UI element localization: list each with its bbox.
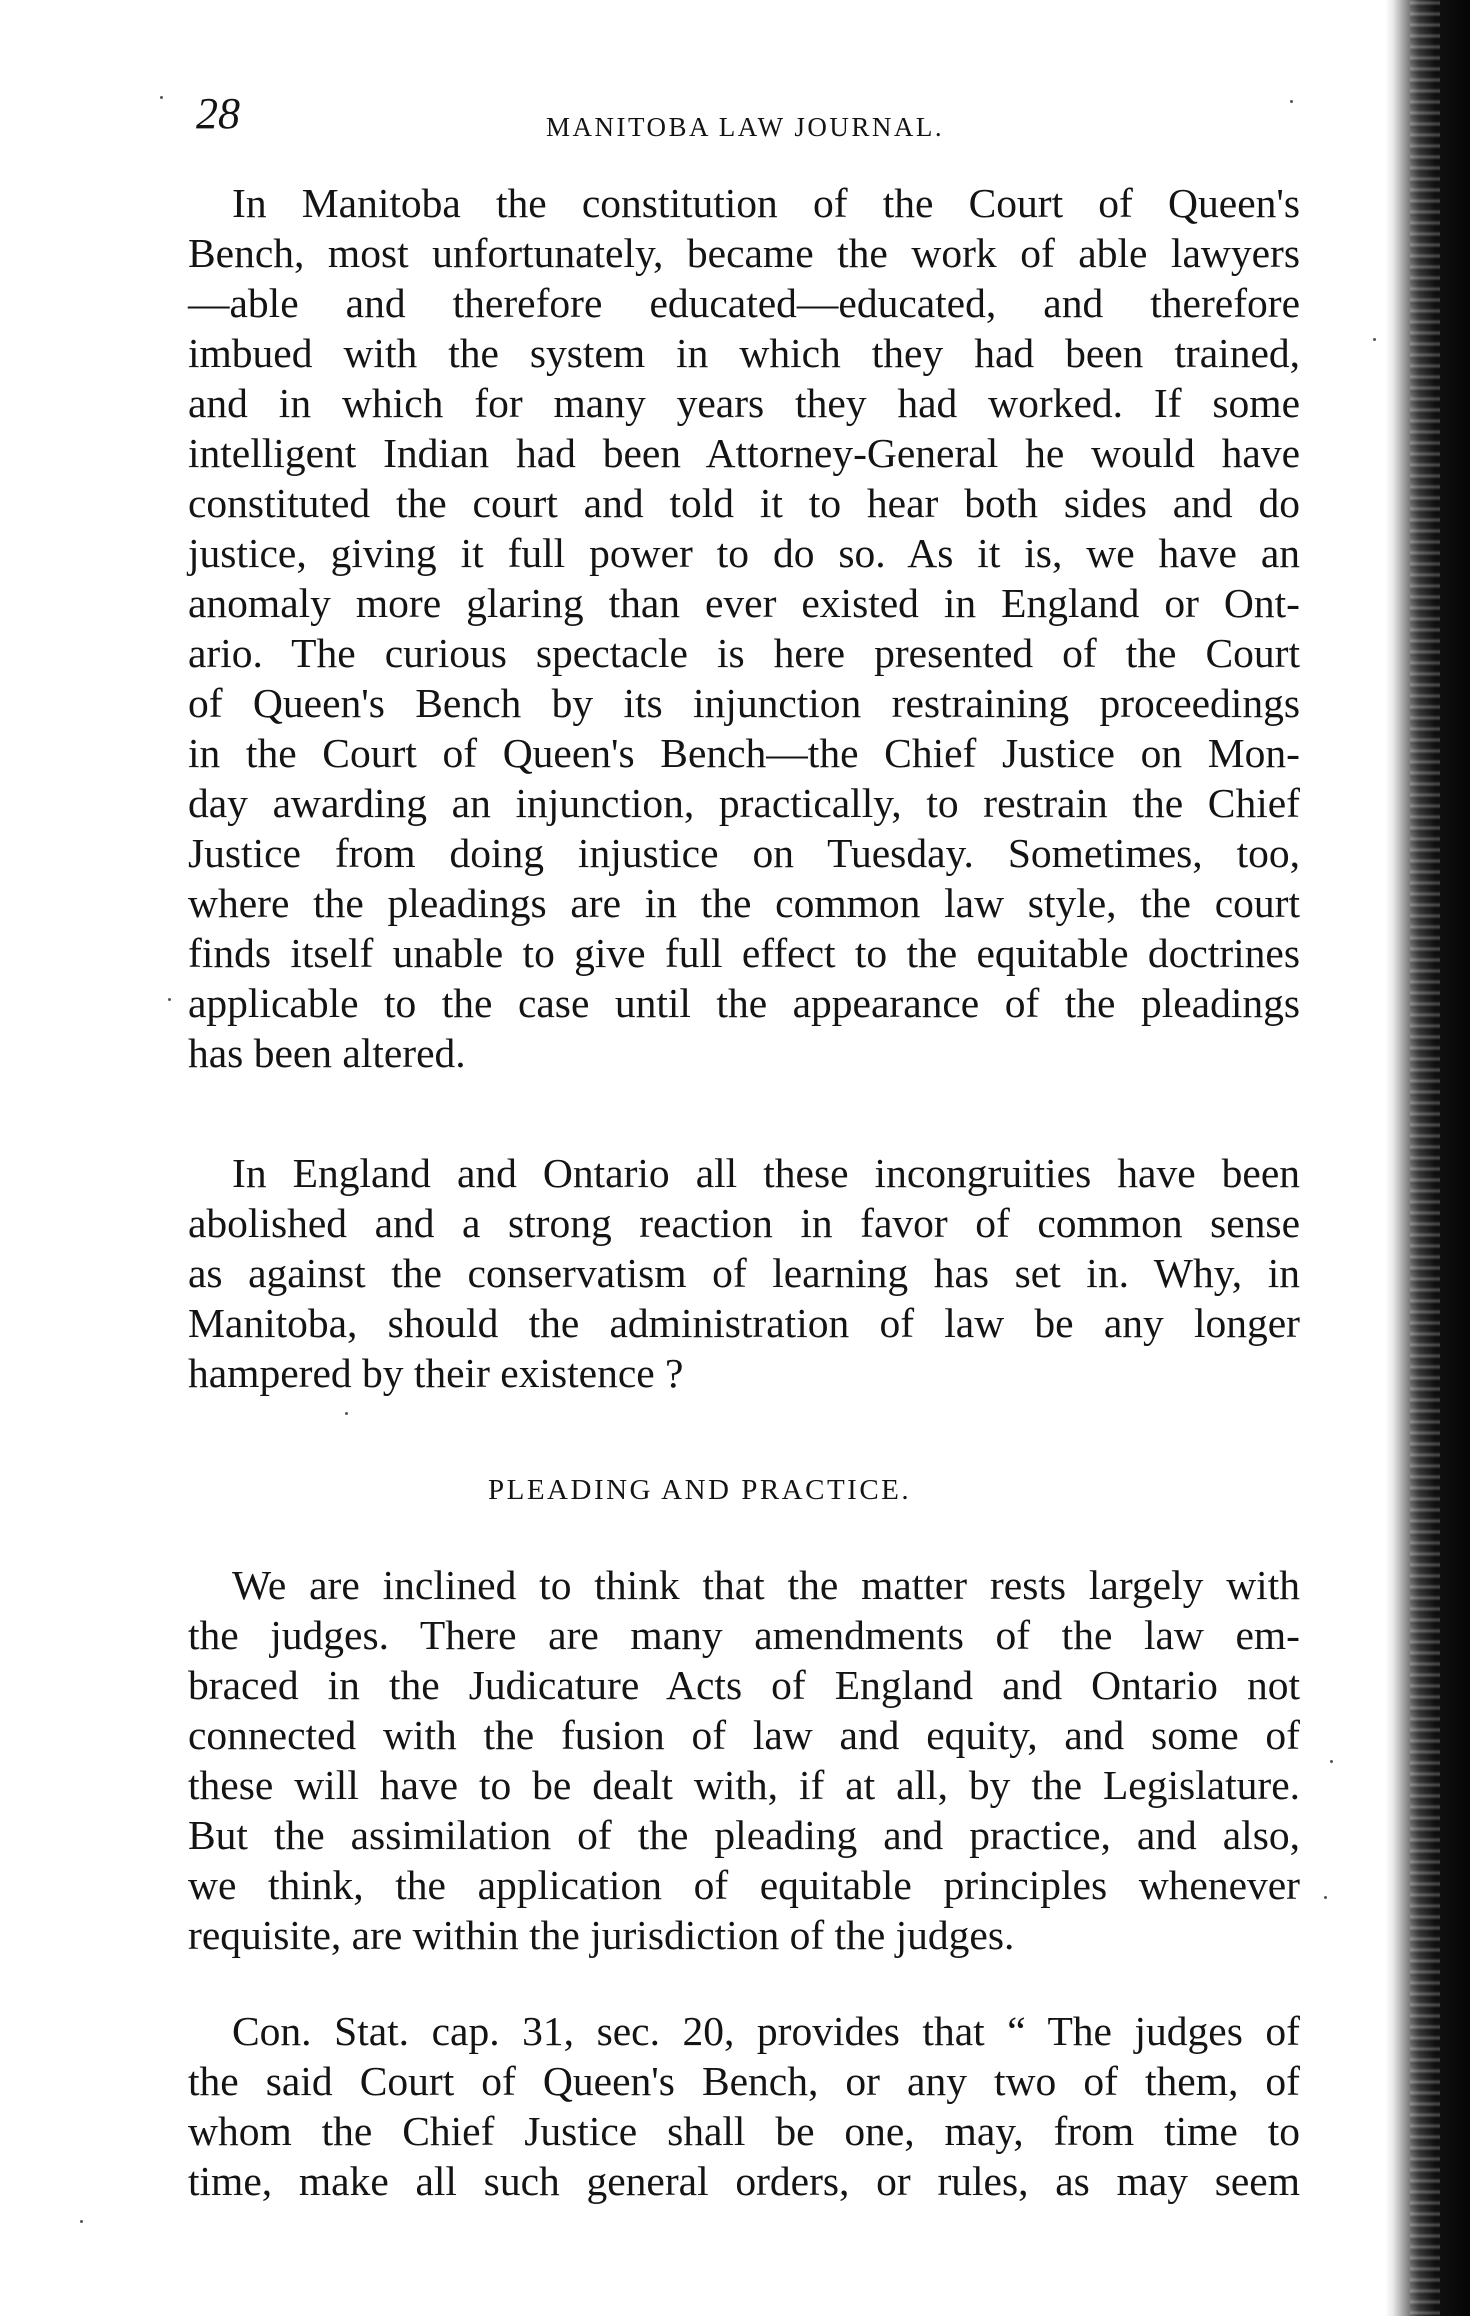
text-line: has been altered.: [188, 1030, 466, 1076]
scan-speck: [1290, 100, 1293, 103]
text-line: as against the conservatism of learning has set in. Why, in: [188, 1250, 1300, 1296]
text-line: of Queen's Bench by its injunction restraining proceedings: [188, 680, 1300, 726]
text-line: requisite, are within the jurisdiction of the judges.: [188, 1912, 1015, 1958]
scan-speck: [168, 998, 171, 1001]
text-line: in the Court of Queen's Bench—the Chief Justice on Mon-: [188, 730, 1300, 776]
text-line: Justice from doing injustice on Tuesday. Sometimes, too,: [188, 830, 1300, 876]
text-line: —able and therefore educated—educated, and therefore: [188, 280, 1300, 326]
text-line: the judges. There are many amendments of the law em-: [188, 1612, 1300, 1658]
paragraph-1: [188, 178, 1300, 1078]
scan-speck: [345, 1412, 348, 1415]
scan-speck: [1373, 338, 1376, 341]
text-line: We are inclined to think that the matter rests largely with: [232, 1562, 1300, 1608]
paragraph-3: [188, 1560, 1300, 1960]
text-line: But the assimilation of the pleading and practice, and also,: [188, 1812, 1300, 1858]
text-line: ario. The curious spectacle is here presented of the Court: [188, 630, 1300, 676]
scan-speck: [80, 2220, 83, 2223]
paragraph-4: [188, 2006, 1300, 2206]
text-line: the said Court of Queen's Bench, or any two of them, of: [188, 2058, 1300, 2104]
text-line: where the pleadings are in the common law style, the court: [188, 880, 1300, 926]
text-line: connected with the fusion of law and equity, and some of: [188, 1712, 1300, 1758]
scan-speck: [1324, 1896, 1327, 1899]
page-number: 28: [196, 89, 240, 138]
text-line: applicable to the case until the appearance of the pleadings: [188, 980, 1300, 1026]
text-line: Con. Stat. cap. 31, sec. 20, provides that “ The judges of: [232, 2008, 1300, 2054]
text-line: anomaly more glaring than ever existed in England or Ont-: [188, 580, 1300, 626]
scan-speck: [1330, 1760, 1333, 1763]
text-line: day awarding an injunction, practically, to restrain the Chief: [188, 780, 1300, 826]
text-line: finds itself unable to give full effect to the equitable doctrines: [188, 930, 1300, 976]
text-line: In Manitoba the constitution of the Court of Queen's: [232, 180, 1300, 226]
text-line: time, make all such general orders, or rules, as may seem: [188, 2158, 1300, 2204]
paragraph-2: [188, 1148, 1300, 1398]
text-line: abolished and a strong reaction in favor of common sense: [188, 1200, 1300, 1246]
section-heading: PLEADING AND PRACTICE.: [488, 1474, 912, 1506]
text-line: Manitoba, should the administration of law be any longer: [188, 1300, 1300, 1346]
text-line: hampered by their existence ?: [188, 1350, 684, 1396]
text-line: intelligent Indian had been Attorney-General he would have: [188, 430, 1300, 476]
text-line: justice, giving it full power to do so. As it is, we have an: [188, 530, 1300, 576]
binding-texture: [1410, 0, 1440, 2316]
running-head: MANITOBA LAW JOURNAL.: [546, 112, 945, 142]
text-line: Bench, most unfortunately, became the work of able lawyers: [188, 230, 1300, 276]
text-line: braced in the Judicature Acts of England and Ontario not: [188, 1662, 1300, 1708]
text-line: whom the Chief Justice shall be one, may, from time to: [188, 2108, 1300, 2154]
text-line: imbued with the system in which they had been trained,: [188, 330, 1300, 376]
text-line: we think, the application of equitable principles whenever: [188, 1862, 1300, 1908]
text-line: these will have to be dealt with, if at all, by the Legislature.: [188, 1762, 1300, 1808]
text-line: constituted the court and told it to hear both sides and do: [188, 480, 1300, 526]
text-line: In England and Ontario all these incongruities have been: [232, 1150, 1300, 1196]
scan-speck: [160, 96, 163, 99]
text-line: and in which for many years they had worked. If some: [188, 380, 1300, 426]
